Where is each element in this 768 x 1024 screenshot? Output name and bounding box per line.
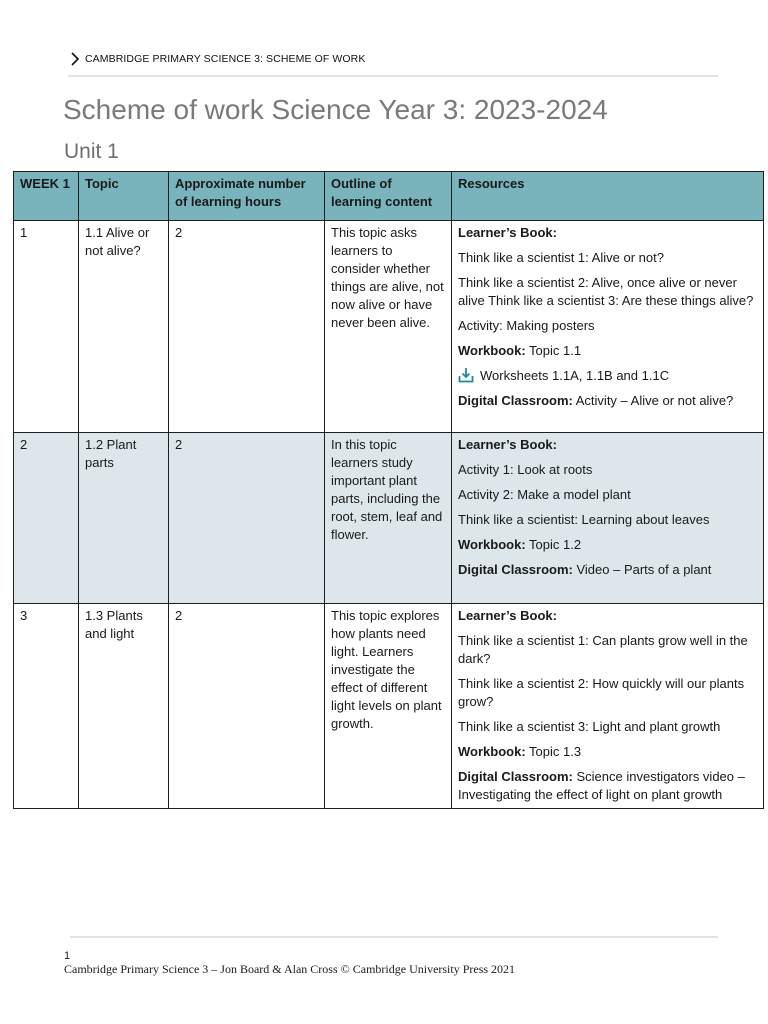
workbook-value: Topic 1.3 bbox=[529, 744, 582, 759]
topic-cell: 1.2 Plant parts bbox=[79, 433, 169, 604]
resource-item: Activity: Making posters bbox=[458, 318, 595, 333]
digital-classroom-label: Digital Classroom: bbox=[458, 393, 573, 408]
copyright-line: Cambridge Primary Science 3 – Jon Board & Alan Cross © Cambridge University Press 2021 bbox=[64, 962, 516, 976]
resource-item: Activity 2: Make a model plant bbox=[458, 487, 631, 502]
resource-item: Think like a scientist 3: Light and plant growth bbox=[458, 719, 721, 734]
workbook-line bbox=[458, 536, 757, 554]
topic-cell: 1.1 Alive or not alive? bbox=[79, 221, 169, 433]
resource-item: Think like a scientist 2: How quickly will our plants grow? bbox=[458, 676, 745, 709]
download-icon[interactable] bbox=[458, 367, 474, 383]
topic-cell: 1.3 Plants and light bbox=[79, 604, 169, 809]
digital-classroom-line bbox=[458, 392, 757, 410]
table-row bbox=[14, 433, 764, 604]
table-row bbox=[14, 604, 764, 809]
digital-classroom-label: Digital Classroom: bbox=[458, 769, 573, 784]
workbook-line bbox=[458, 342, 757, 360]
column-header-outline: Outline of learning content bbox=[325, 172, 452, 221]
workbook-label: Workbook: bbox=[458, 343, 526, 358]
workbook-line bbox=[458, 743, 757, 761]
learners-book-label: Learner’s Book: bbox=[458, 225, 557, 240]
hours-cell: 2 bbox=[169, 221, 325, 433]
workbook-label: Workbook: bbox=[458, 744, 526, 759]
unit-title: Unit 1 bbox=[64, 140, 119, 163]
resources-cell bbox=[452, 221, 764, 433]
learners-book-label: Learner’s Book: bbox=[458, 437, 557, 452]
running-head-text: CAMBRIDGE PRIMARY SCIENCE 3: SCHEME OF WORK bbox=[85, 53, 366, 65]
outline-cell: This topic asks learners to consider whether things are alive, not now alive or have never been alive. bbox=[325, 221, 452, 433]
scheme-of-work-table bbox=[13, 171, 764, 809]
resource-item: Activity 1: Look at roots bbox=[458, 462, 593, 477]
table-row bbox=[14, 221, 764, 433]
resources-cell bbox=[452, 604, 764, 809]
running-head bbox=[68, 51, 718, 77]
digital-classroom-label: Digital Classroom: bbox=[458, 562, 573, 577]
column-header-hours: Approximate number of learning hours bbox=[169, 172, 325, 221]
resource-item: Think like a scientist 2: Alive, once alive or never alive Think like a scientist 3: Are these things alive? bbox=[458, 275, 754, 308]
column-header-resources: Resources bbox=[452, 172, 764, 221]
resources-cell bbox=[452, 433, 764, 604]
outline-cell: In this topic learners study important plant parts, including the root, stem, leaf and flower. bbox=[325, 433, 452, 604]
hours-cell: 2 bbox=[169, 433, 325, 604]
workbook-label: Workbook: bbox=[458, 537, 526, 552]
workbook-value: Topic 1.1 bbox=[529, 343, 582, 358]
digital-classroom-value: Activity – Alive or not alive? bbox=[575, 393, 734, 408]
digital-classroom-value: Video – Parts of a plant bbox=[576, 562, 712, 577]
week-cell: 3 bbox=[14, 604, 79, 809]
chevron-right-icon bbox=[68, 52, 82, 66]
worksheets-link[interactable]: Worksheets 1.1A, 1.1B and 1.1C bbox=[480, 368, 670, 383]
resource-item: Think like a scientist: Learning about leaves bbox=[458, 512, 710, 527]
column-header-topic: Topic bbox=[79, 172, 169, 221]
digital-classroom-line bbox=[458, 768, 757, 804]
footer-divider bbox=[70, 936, 718, 938]
learners-book-label: Learner’s Book: bbox=[458, 608, 557, 623]
worksheets-line bbox=[458, 367, 757, 385]
week-cell: 2 bbox=[14, 433, 79, 604]
page-number: 1 bbox=[64, 950, 71, 962]
hours-cell: 2 bbox=[169, 604, 325, 809]
page-title: Scheme of work Science Year 3: 2023-2024 bbox=[63, 94, 608, 125]
resource-item: Think like a scientist 1: Alive or not? bbox=[458, 250, 664, 265]
workbook-value: Topic 1.2 bbox=[529, 537, 582, 552]
table-header-row bbox=[14, 172, 764, 221]
resource-item: Think like a scientist 1: Can plants grow well in the dark? bbox=[458, 633, 748, 666]
outline-cell: This topic explores how plants need light. Learners investigate the effect of different light levels on plant growth. bbox=[325, 604, 452, 809]
digital-classroom-value: Science investigators video – Investigating the effect of light on plant growth bbox=[458, 769, 745, 802]
digital-classroom-line bbox=[458, 561, 757, 579]
column-header-week: WEEK 1 bbox=[14, 172, 79, 221]
week-cell: 1 bbox=[14, 221, 79, 433]
